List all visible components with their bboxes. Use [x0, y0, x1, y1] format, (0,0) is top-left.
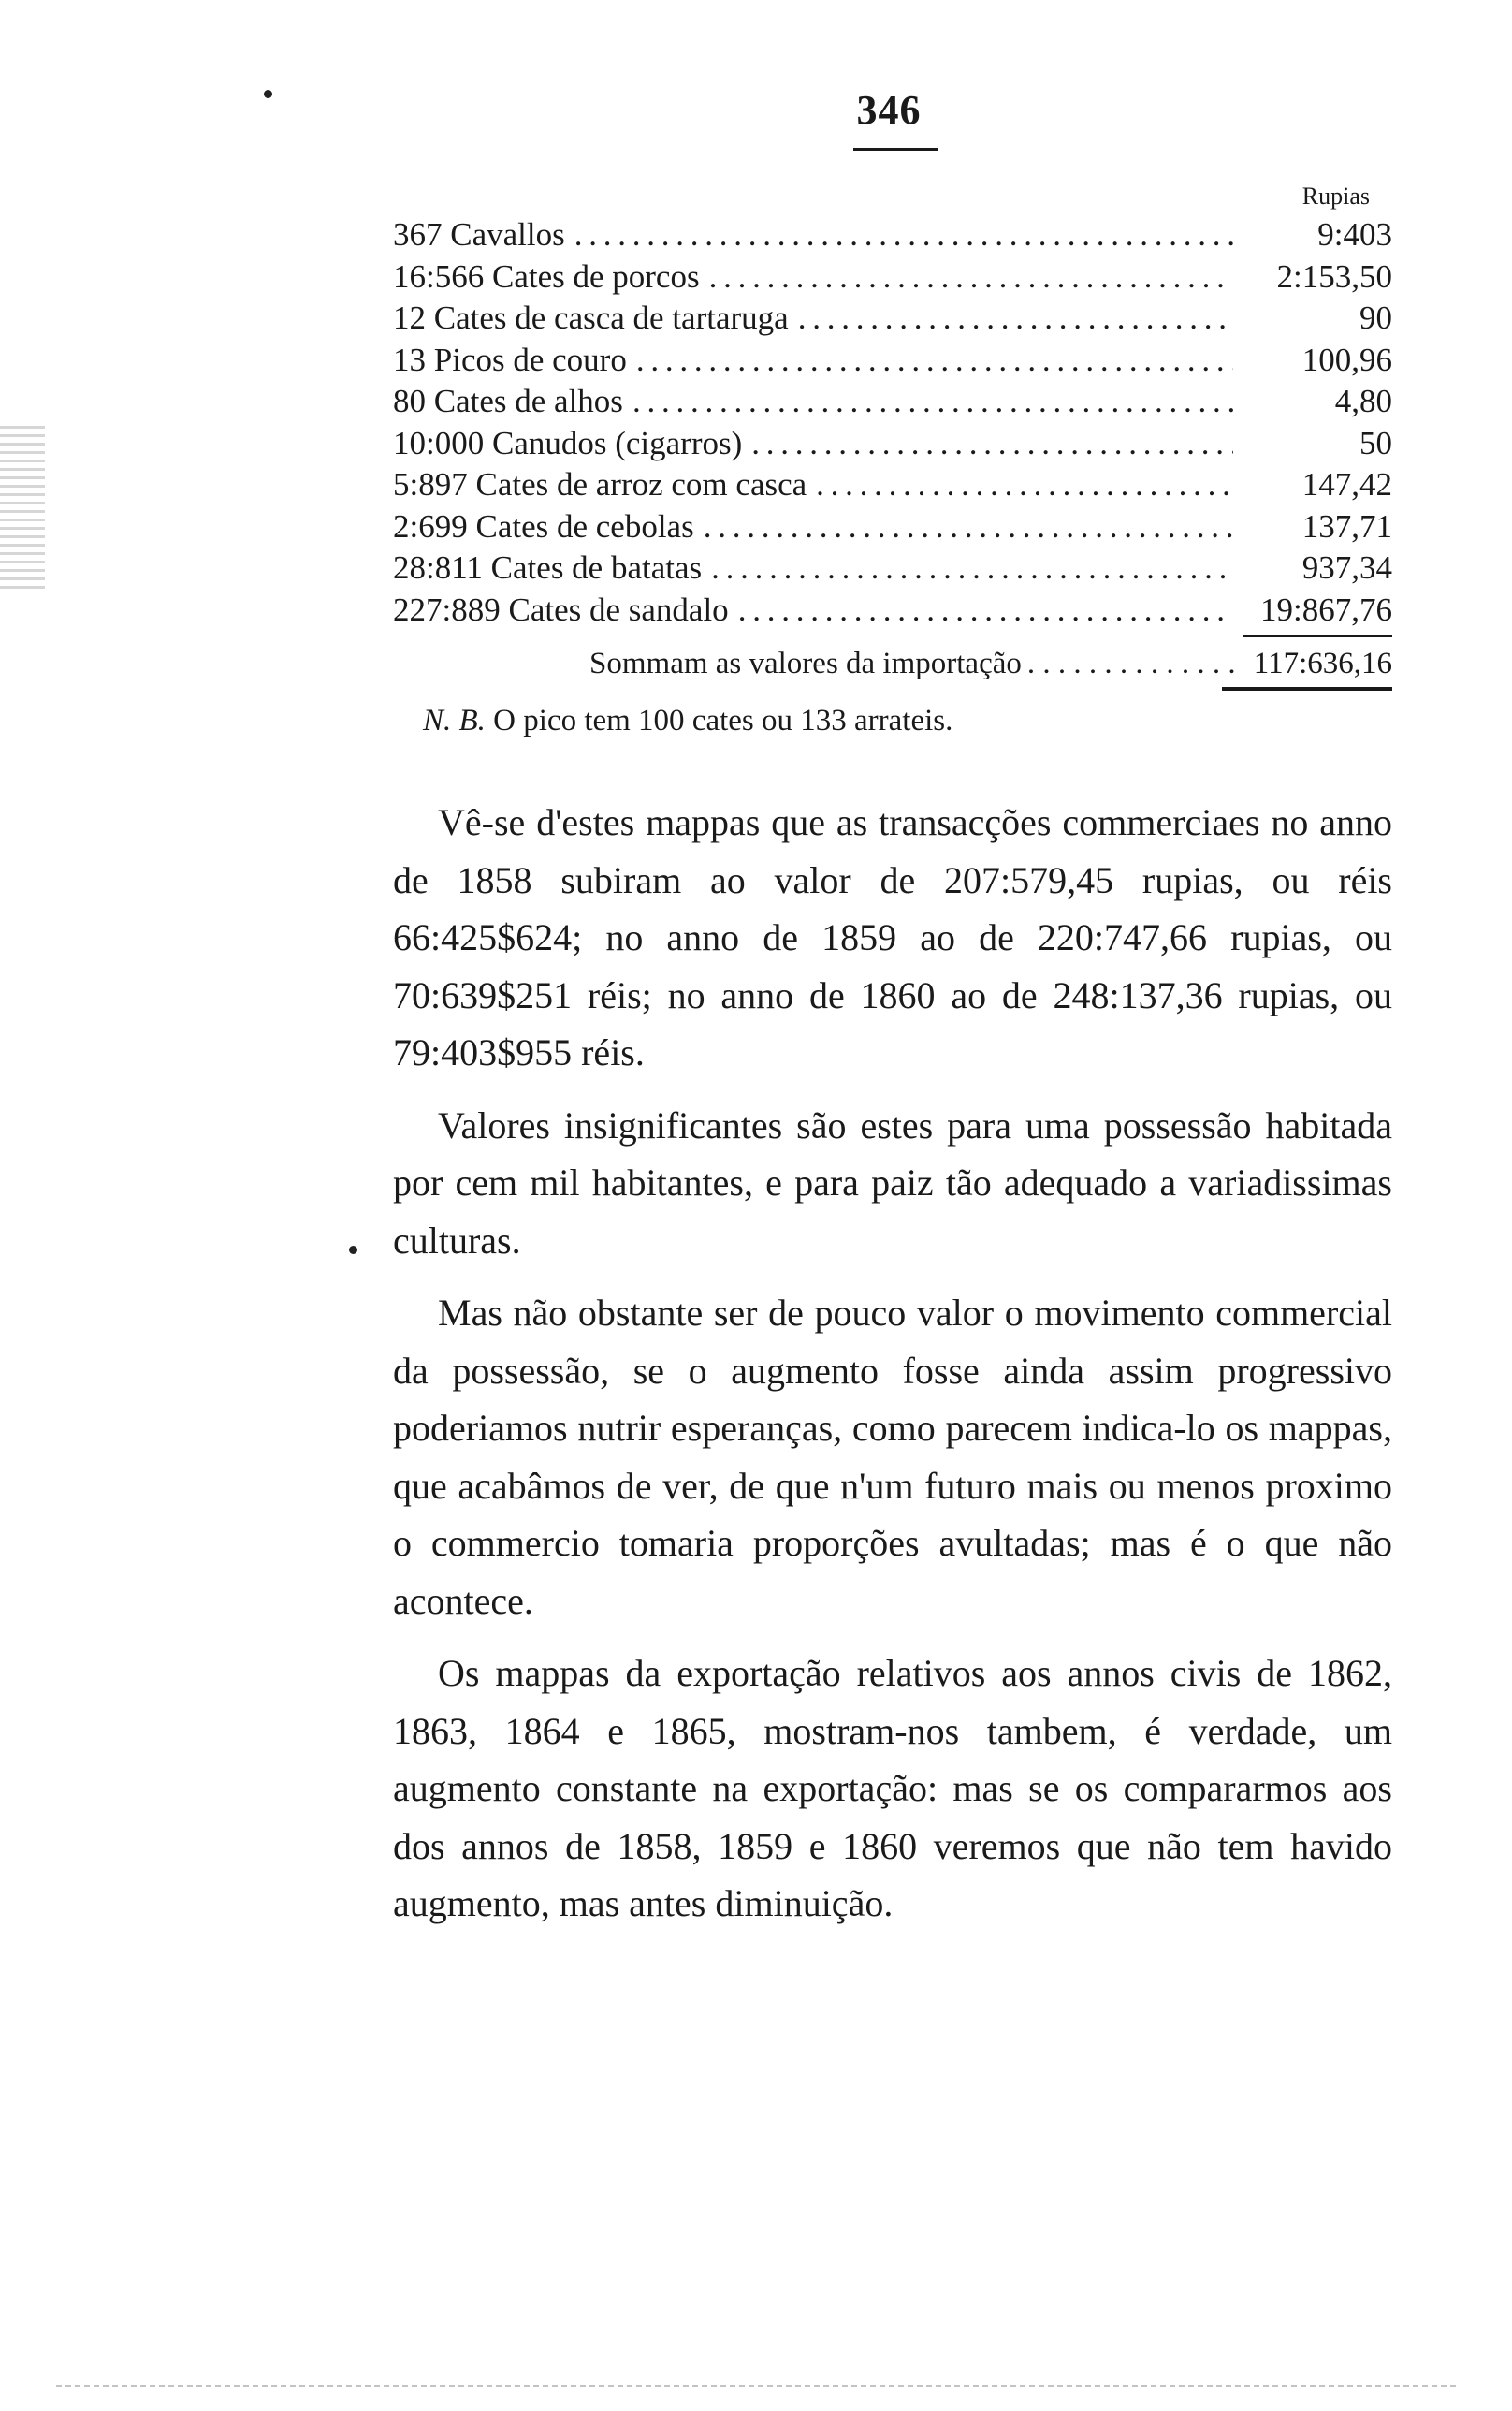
row-value: 2:153,50: [1276, 257, 1392, 295]
total-rule: [1222, 687, 1392, 691]
row-label: 227:889 Cates de sandalo: [393, 591, 729, 628]
leader-dots: [798, 300, 1233, 337]
table-row: [393, 592, 1392, 634]
note-text: O pico tem 100 cates ou 133 arrateis.: [493, 704, 953, 738]
leader-dots: [709, 258, 1233, 296]
row-value: 90: [1359, 300, 1392, 336]
leader-dots: [574, 216, 1233, 254]
row-label: 28:811 Cates de batatas: [393, 549, 703, 586]
paragraph: Os mappas da exportação relativos aos annos civis de 1862, 1863, 1864 e 1865, mostram-nos tambem, é verdade, um augmento constante na exportação: mas se os compararmos aos dos annos de 1858, 1859 e 1860 veremos que não tem havido augmento, mas antes diminuição.: [393, 1652, 1392, 1924]
table-rows: [393, 216, 1392, 633]
row-label: 12 Cates de casca de tartaruga: [393, 300, 789, 336]
row-value: 9:403: [1317, 216, 1392, 253]
paragraph: Vê-se d'estes mappas que as transacções commerciaes no anno de 1858 subiram ao valor de 207:579,45 rupias, ou réis 66:425$624; no anno de 1859 ao de 220:747,66 rupias, ou 70:639$251 réis; no anno de 1860 ao de 248:137,36 rupias, ou 79:403$955 réis.: [393, 801, 1392, 1074]
paragraph: Valores insignificantes são estes para uma possessão habitada por cem mil habitantes, e para paiz tão adequado a variadissimas culturas.: [393, 1103, 1392, 1262]
row-label: 367 Cavallos: [393, 216, 565, 253]
table-row: [393, 300, 1392, 342]
value-rule: [1243, 635, 1392, 637]
table-row: [393, 216, 1392, 258]
page-bottom-edge: [56, 2385, 1456, 2387]
row-label: 13 Picos de couro: [393, 341, 627, 378]
table-row: [393, 425, 1392, 467]
total-row: [589, 647, 1392, 681]
row-value: 937,34: [1301, 549, 1392, 586]
row-label: 16:566 Cates de porcos: [393, 257, 700, 295]
leader-dots: [1027, 647, 1237, 681]
table-row: [393, 342, 1392, 384]
table-row: [393, 258, 1392, 300]
import-table: [393, 183, 1392, 691]
table-row: [393, 549, 1392, 592]
leader-dots: [711, 549, 1233, 587]
row-value: 50: [1359, 424, 1392, 461]
row-label: 80 Cates de alhos: [393, 383, 623, 419]
note-abbr: N. B.: [423, 704, 486, 738]
row-value: 100,96: [1301, 341, 1392, 378]
leader-dots: [751, 425, 1233, 462]
page-number-rule: [853, 148, 938, 151]
body-text: [393, 794, 1392, 1948]
row-value: 147,42: [1301, 466, 1392, 503]
column-header-rupias: Rupias: [1301, 183, 1370, 210]
row-label: 2:699 Cates de cebolas: [393, 507, 694, 545]
row-value: 137,71: [1301, 507, 1392, 545]
leader-dots: [632, 383, 1233, 420]
leader-dots: [816, 466, 1233, 504]
row-value: 19:867,76: [1260, 591, 1392, 628]
row-label: 5:897 Cates de arroz com casca: [393, 466, 807, 503]
table-row: [393, 466, 1392, 508]
table-row: [393, 383, 1392, 425]
page-number: 346: [856, 87, 922, 133]
margin-smudge: [0, 426, 45, 594]
total-value: 117:636,16: [1253, 647, 1392, 680]
row-value: 4,80: [1334, 383, 1392, 419]
paragraph: Mas não obstante ser de pouco valor o movimento commercial da possessão, se o augmento fosse ainda assim progressivo poderiamos nutrir esperanças, como parecem indica-lo os mappas, que acabâmos de ver, de que n'um futuro mais ou menos proximo o commercio tomaria proporções avultadas; mas é o que não acontece.: [393, 1292, 1392, 1622]
leader-dots: [636, 342, 1233, 379]
total-label: Sommam as valores da importação: [589, 647, 1022, 680]
leader-dots: [704, 508, 1233, 546]
leader-dots: [738, 592, 1233, 629]
row-label: 10:000 Canudos (cigarros): [393, 424, 743, 461]
ink-dot: [349, 1246, 357, 1254]
table-row: [393, 508, 1392, 550]
note: [423, 704, 952, 738]
